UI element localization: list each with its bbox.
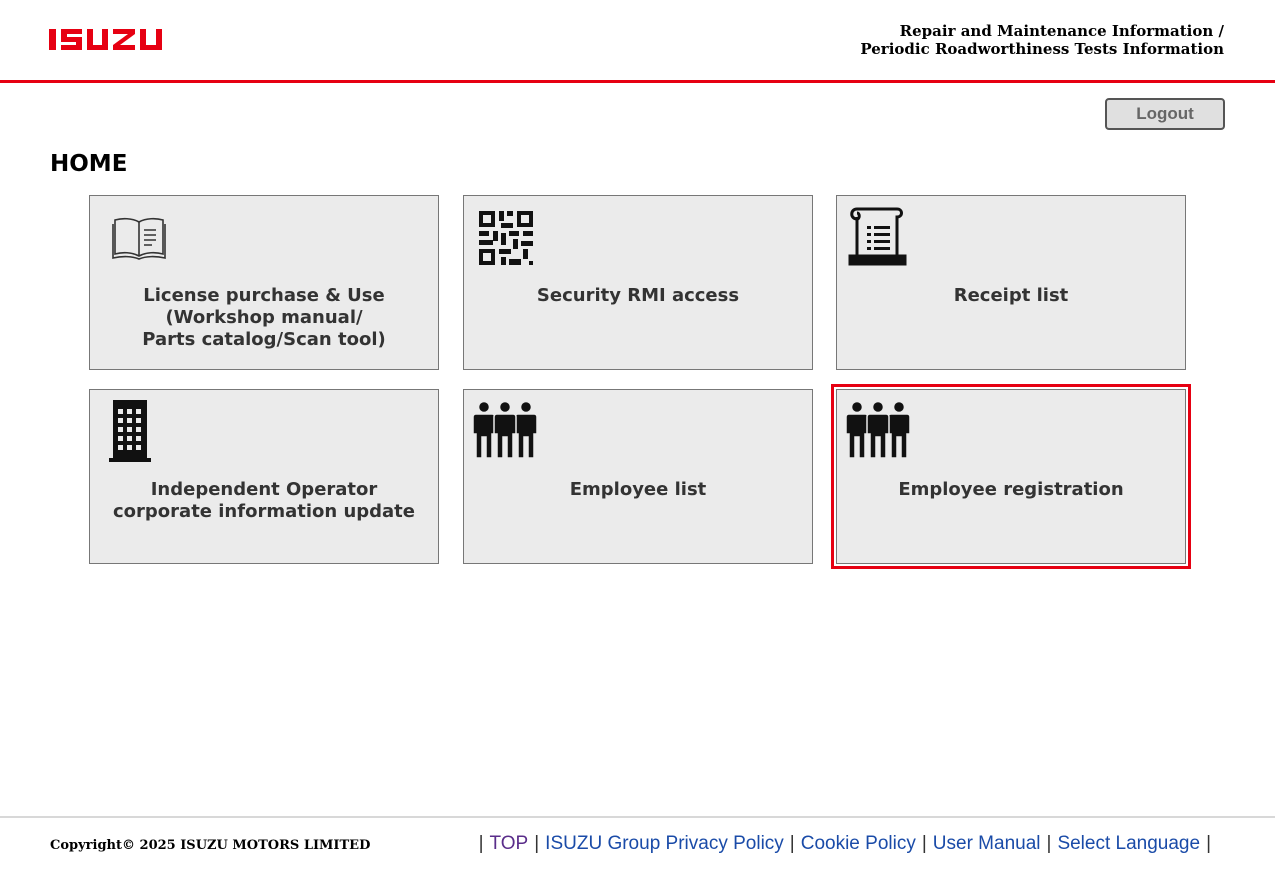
- site-title: [860, 22, 1224, 58]
- tile-label: Employee list: [569, 479, 707, 500]
- footer-link-select-language[interactable]: Select Language: [1057, 833, 1201, 854]
- tile-license-purchase[interactable]: [89, 195, 439, 370]
- tile-employee-list[interactable]: [463, 389, 813, 564]
- footer-link-privacy-policy[interactable]: ISUZU Group Privacy Policy: [545, 833, 784, 854]
- open-book-icon: [112, 216, 166, 260]
- qr-code-icon: [479, 211, 533, 265]
- logout-button[interactable]: Logout: [1105, 98, 1225, 130]
- tile-label: Employee registration: [898, 479, 1124, 500]
- site-title-line2: Periodic Roadworthiness Tests Information: [860, 40, 1224, 58]
- tile-security-rmi-access[interactable]: [463, 195, 813, 370]
- footer-links: | TOP | ISUZU Group Privacy Policy | Cookie Policy | User Manual | Select Language |: [478, 833, 1211, 854]
- footer-divider: [0, 816, 1275, 818]
- tile-label: Independent Operator corporate information update: [113, 479, 415, 522]
- office-building-icon: [109, 400, 153, 462]
- footer-link-user-manual[interactable]: User Manual: [932, 833, 1041, 854]
- tile-label: License purchase & Use (Workshop manual/ Parts catalog/Scan tool): [142, 285, 386, 350]
- tile-label: Security RMI access: [536, 285, 740, 306]
- tile-receipt-list[interactable]: [836, 195, 1186, 370]
- receipt-scroll-icon: [847, 206, 909, 266]
- tile-employee-registration[interactable]: [836, 389, 1186, 564]
- page-header: [0, 0, 1275, 80]
- footer-link-cookie-policy[interactable]: Cookie Policy: [800, 833, 916, 854]
- page-title: HOME: [50, 151, 128, 177]
- people-group-icon: [846, 401, 910, 459]
- footer-link-top[interactable]: TOP: [489, 833, 529, 854]
- copyright-text: Copyright© 2025 ISUZU MOTORS LIMITED: [50, 838, 371, 853]
- tile-label: Receipt list: [953, 285, 1069, 306]
- tile-independent-operator-update[interactable]: [89, 389, 439, 564]
- people-group-icon: [473, 401, 537, 459]
- site-title-line1: Repair and Maintenance Information /: [899, 22, 1224, 40]
- header-divider: [0, 80, 1275, 83]
- isuzu-logo: [49, 29, 162, 50]
